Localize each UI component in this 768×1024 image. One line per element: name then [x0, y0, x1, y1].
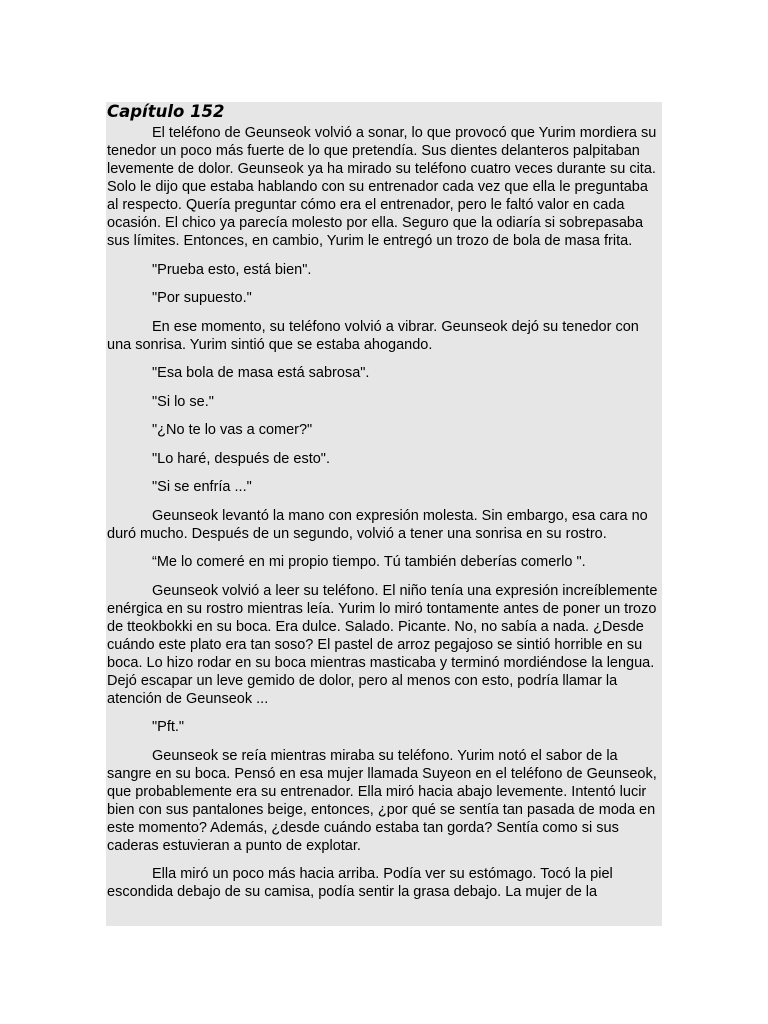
- paragraph: Geunseok levantó la mano con expresión molesta. Sin embargo, esa cara no duró mucho. Después de un segundo, volvió a tener una sonrisa en su rostro.: [107, 507, 648, 542]
- paragraph: "Esa bola de masa está sabrosa".: [152, 365, 370, 381]
- paragraph: El teléfono de Geunseok volvió a sonar, lo que provocó que Yurim mordiera su tenedor un poco más fuerte de lo que pretendía. Sus dientes delanteros palpitaban levemente de dolor. Geunseok ya ha mirado su teléfono cuatro veces durante su cita. Solo le dijo que estaba hablando con su entrenador cada vez que ella le preguntaba al respecto. Quería preguntar cómo era el entrenador, pero le faltó valor en cada ocasión. El chico ya parecía molesto por ella. Seguro que la odiaría si sobrepasaba sus límites. Entonces, en cambio, Yurim le entregó un trozo de bola de masa frita.: [107, 125, 657, 249]
- paragraph: "Si lo se.": [152, 393, 214, 410]
- paragraph: "Prueba esto, está bien".: [152, 261, 312, 278]
- paragraph: “Me lo comeré en mi propio tiempo. Tú también deberías comerlo ".: [152, 554, 586, 570]
- paragraph: En ese momento, su teléfono volvió a vibrar. Geunseok dejó su tenedor con una sonrisa. Yurim sintió que se estaba ahogando.: [107, 318, 639, 353]
- paragraph: "Pft.": [152, 719, 185, 735]
- paragraph: "Por supuesto.": [152, 290, 252, 306]
- paragraph: Ella miró un poco más hacia arriba. Podía ver su estómago. Tocó la piel escondida debajo de su camisa, podía sentir la grasa debajo. La mujer de la: [107, 866, 613, 900]
- paragraph: Geunseok se reía mientras miraba su teléfono. Yurim notó el sabor de la sangre en su boca. Pensó en esa mujer llamada Suyeon en el teléfono de Geunseok, que probablemente era su entrenador. Ella miró hacia abajo levemente. Intentó lucir bien con sus pantalones beige, entonces, ¿por qué se sentía tan pasada de moda en este momento? Además, ¿desde cuándo estaba tan gorda? Sentía como si sus caderas estuvieran a punto de explotar.: [107, 747, 657, 854]
- paragraph: "¿No te lo vas a comer?": [152, 422, 313, 438]
- chapter-title: Capítulo 152: [107, 102, 225, 121]
- document-page: [106, 102, 662, 926]
- paragraph: "Lo haré, después de esto".: [152, 450, 330, 467]
- paragraph: "Si se enfría ...": [152, 479, 252, 495]
- paragraph: Geunseok volvió a leer su teléfono. El niño tenía una expresión increíblemente enérgica en su rostro mientras leía. Yurim lo miró tontamente antes de poner un trozo de tteokbokki en su boca. Era dulce. Salado. Picante. No, no sabía a nada. ¿Desde cuándo este plato era tan soso? El pastel de arroz pegajoso se sintió horrible en su boca. Lo hizo rodar en su boca mientras masticaba y terminó mordiéndose la lengua. Dejó escapar un leve gemido de dolor, pero al menos con esto, podría llamar la atención de Geunseok ...: [107, 582, 658, 707]
